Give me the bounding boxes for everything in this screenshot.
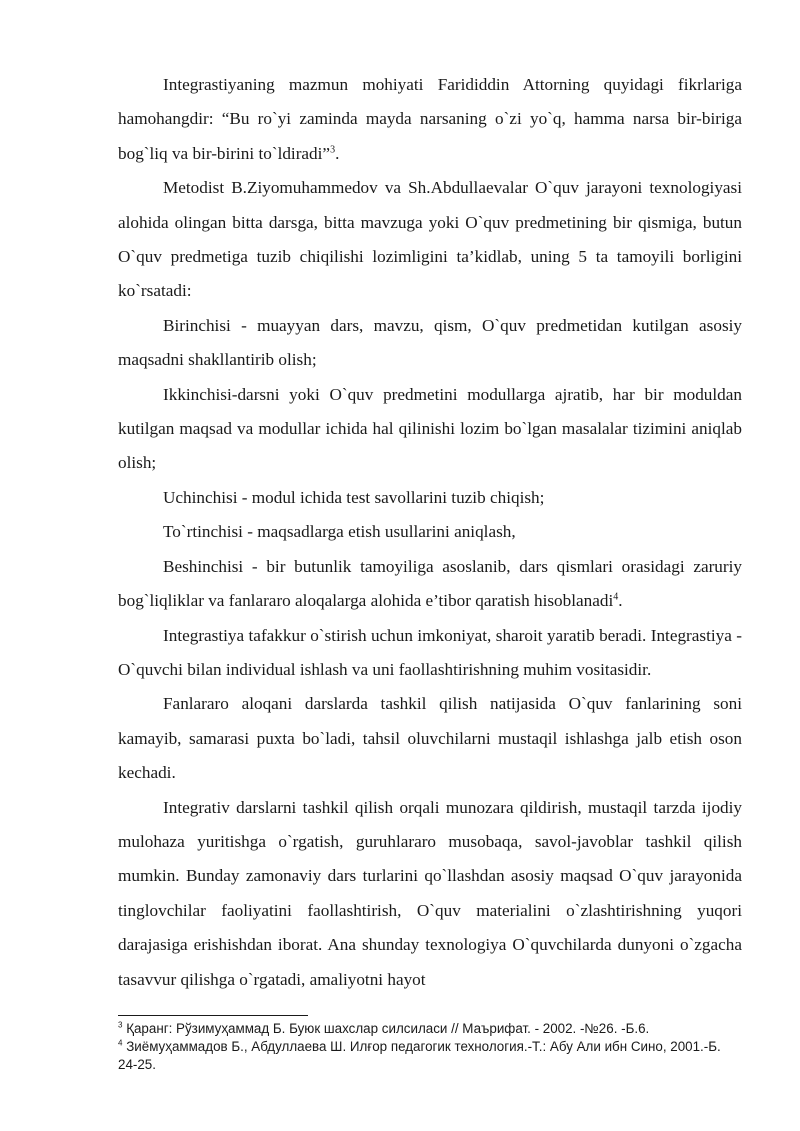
paragraph-10: Integrativ darslarni tashkil qilish orqali munozara qildirish, mustaqil tarzda ijodiy mulohaza yuritishga o`rgatish, guruhlararo musobaqa, savol-javoblar tashkil qilish mumkin. Bunday zamonaviy dars turlarini qo`llashdan asosiy maqsad O`quv jarayonida tinglovchilar faoliyatini faollashtirish, O`quv materialini o`zlashtirishning yuqori darajasiga erishishdan iborat. Ana shunday texnologiya O`quvchilarda dunyoni o`zgacha tasavvur qilishga o`rgatadi, amaliyotni hayot bbox=[118, 797, 742, 989]
footnote-separator bbox=[118, 1015, 308, 1016]
paragraph-5: Uchinchisi - modul ichida test savollarini tuzib chiqish; bbox=[163, 487, 545, 507]
footnote-number: 3 bbox=[118, 1020, 123, 1030]
body-text bbox=[118, 68, 742, 997]
footnote-3 bbox=[118, 1020, 742, 1038]
paragraph-8: Integrastiya tafakkur o`stirish uchun imkoniyat, sharoit yaratib beradi. Integrastiya - O`quvchi bilan individual ishlash va uni faollashtirishning muhim vositasidir. bbox=[118, 625, 742, 679]
footnote-number: 4 bbox=[118, 1038, 123, 1048]
paragraph-4: Ikkinchisi-darsni yoki O`quv predmetini modullarga ajratib, har bir moduldan kutilgan maqsad va modullar ichida hal qilinishi lozim bo`lgan masalalar tizimini aniqlab olish; bbox=[118, 384, 742, 473]
footnote-text: Қаранг: Рўзимуҳаммад Б. Буюк шахслар силсиласи // Маърифат. - 2002. -№26. -Б.6. bbox=[126, 1021, 650, 1036]
footnote-ref-4[interactable]: 4 bbox=[613, 591, 619, 603]
paragraph-6: To`rtinchisi - maqsadlarga etish usullarini aniqlash, bbox=[163, 522, 516, 542]
paragraph-2: Metodist B.Ziyomuhammedov va Sh.Abdullaevalar O`quv jarayoni texnologiyasi alohida olingan bitta darsga, bitta mavzuga yoki O`quv predmetining bir qismiga, butun O`quv predmetiga tuzib chiqilishi lozimligini ta’kidlab, uning 5 ta tamoyili borligini ko`rsatadi: bbox=[118, 178, 742, 301]
paragraph-7: Beshinchisi - bir butunlik tamoyiliga asoslanib, dars qismlari orasidagi zaruriy bog`liqliklar va fanlararo aloqalarga alohida e’tibor qaratish hisoblanadi$^4$. bbox=[118, 556, 742, 611]
footnote-ref-3[interactable]: 3 bbox=[330, 144, 336, 156]
footnote-text: Зиёмуҳаммадов Б., Абдуллаева Ш. Илғор педагогик технология.-Т.: Абу Али ибн Сино, 2001.-Б. 24-25. bbox=[118, 1039, 721, 1072]
footnote-4 bbox=[118, 1038, 742, 1074]
paragraph-9: Fanlararo aloqani darslarda tashkil qilish natijasida O`quv fanlarining soni kamayib, samarasi puxta bo`ladi, tahsil oluvchilarni mustaqil ishlashga jalb etish oson kechadi. bbox=[118, 694, 742, 783]
footnotes bbox=[118, 1020, 742, 1074]
paragraph-3: Birinchisi - muayyan dars, mavzu, qism, O`quv predmetidan kutilgan asosiy maqsadni shakllantirib olish; bbox=[118, 315, 742, 370]
paragraph-1: Integrastiyaning mazmun mohiyati Farididdin Attorning quyidagi fikrlariga hamohangdir: “Bu ro`yi zaminda mayda narsaning o`zi yo`q, hamma narsa bir-biriga bog`liq va bir-birini to`ldiradi”$^3$. bbox=[118, 75, 742, 163]
